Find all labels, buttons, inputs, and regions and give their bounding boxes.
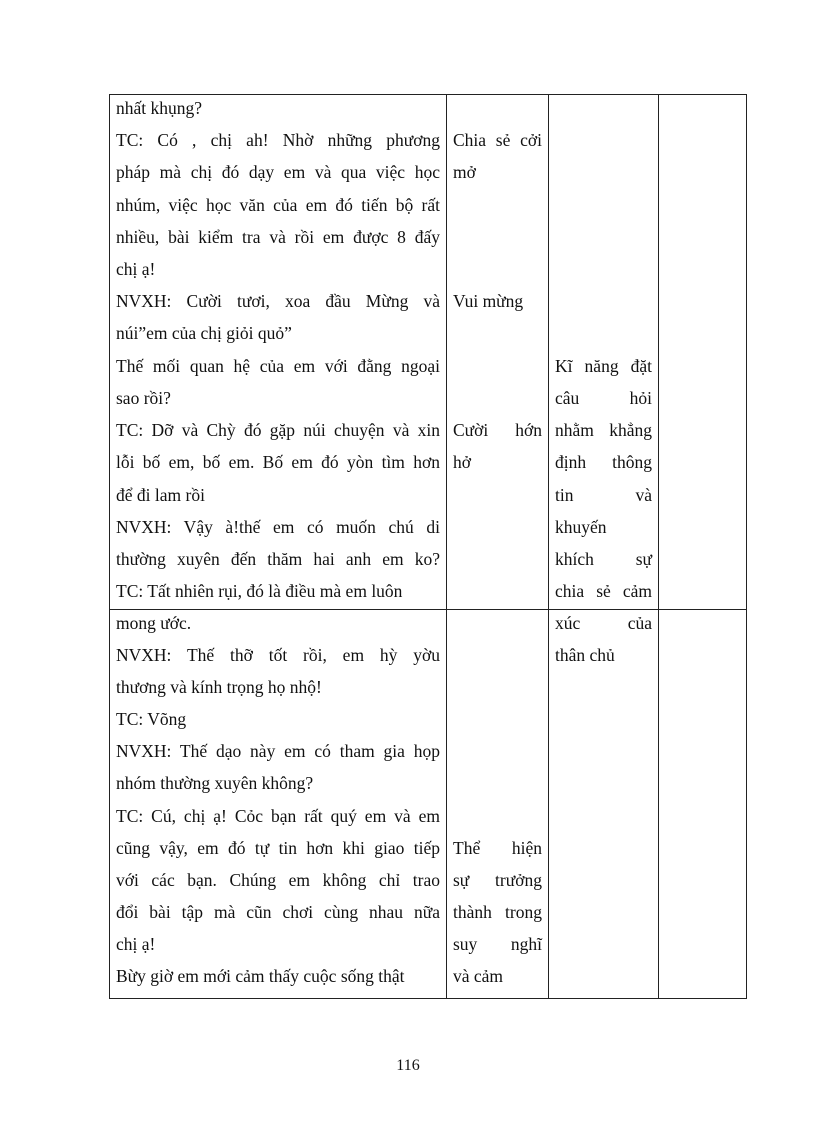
empty-cell [659,610,747,999]
empty-cell [659,95,747,610]
text-line: chia sẻ cảm [555,581,652,601]
text-line: lỗi bố em, bố em. Bố em đó yòn tìm hơn [116,452,440,472]
text-line: cũng vậy, em đó tự tin hơn khi giao tiếp [116,838,440,858]
text-line: thành trong [453,902,542,922]
dialogue-cell [110,610,447,999]
text-line: thường xuyên đến thăm hai anh em ko? [116,549,440,569]
table-row [110,95,747,610]
text-line: định thông [555,452,652,472]
text-line: thân chủ [555,645,615,665]
text-line: nhóm thường xuyên không? [116,773,314,793]
text-line: NVXH: Vậy à!thế em có muốn chú di [116,517,440,537]
text-line: Vui mừng [453,291,524,311]
text-line: nhất khụng? [116,98,203,118]
text-line: Bừy giờ em mới cảm thấy cuộc sống thật [116,966,405,986]
page-number: 116 [396,1057,420,1074]
text-line: TC: Võng [116,709,187,729]
text-line: xúc của [555,613,652,633]
text-line: nhúm, việc học văn của em đó tiến bộ rất [116,195,440,215]
skill-cell [549,610,659,999]
text-line: Cười hớn [453,420,542,440]
text-line: TC: Cú, chị ạ! Cỏc bạn rất quý em và em [116,806,440,826]
text-line: Thế mối quan hệ của em với đằng ngoại [116,356,440,376]
text-line: chị ạ! [116,259,156,279]
text-line: chị ạ! [116,934,156,954]
dialogue-cell [110,95,447,610]
text-line: để đi lam rồi [116,485,205,505]
text-line: NVXH: Thế thỡ tốt rồi, em hỳ yờu [116,645,440,665]
table-row [110,610,747,999]
skill-cell [549,95,659,610]
text-line: câu hỏi [555,388,652,408]
text-line: với các bạn. Chúng em không chỉ trao [116,870,440,890]
text-line: tin và [555,485,652,505]
text-line: sự trưởng [453,870,542,890]
text-line: sao rồi? [116,388,171,408]
text-line: Chia sẻ cởi [453,130,542,150]
text-line: suy nghĩ [453,934,542,954]
text-line: thương và kính trọng họ nhộ! [116,677,322,697]
text-line: NVXH: Thế dạo này em có tham gia họp [116,741,440,761]
text-line: TC: Dỡ và Chỳ đó gặp núi chuyện và xin [116,420,440,440]
text-line: Kĩ năng đặt [555,356,652,376]
text-line: đổi bài tập mà cũn chơi cùng nhau nữa [116,902,440,922]
text-line: TC: Tất nhiên rụi, đó là điều mà em luôn [116,581,403,601]
text-line: khích sự [555,549,652,569]
text-line: và cảm [453,966,504,986]
text-line: khuyến [555,517,607,537]
text-line: mong ước. [116,613,192,633]
emotion-cell [447,95,549,610]
text-line: nhiều, bài kiểm tra và rồi em được 8 đấy [116,227,440,247]
dialogue-table [109,94,747,999]
emotion-cell [447,610,549,999]
text-line: mở [453,162,476,182]
text-line: NVXH: Cười tươi, xoa đầu Mừng và [116,291,440,311]
text-line: TC: Có , chị ah! Nhờ những phương [116,130,440,150]
text-line: núi”em của chị giỏi quỏ” [116,323,292,343]
text-line: pháp mà chị đó dạy em và qua việc học [116,162,440,182]
text-line: nhằm khẳng [555,420,652,440]
text-line: Thể hiện [453,838,542,858]
text-line: hở [453,452,472,472]
